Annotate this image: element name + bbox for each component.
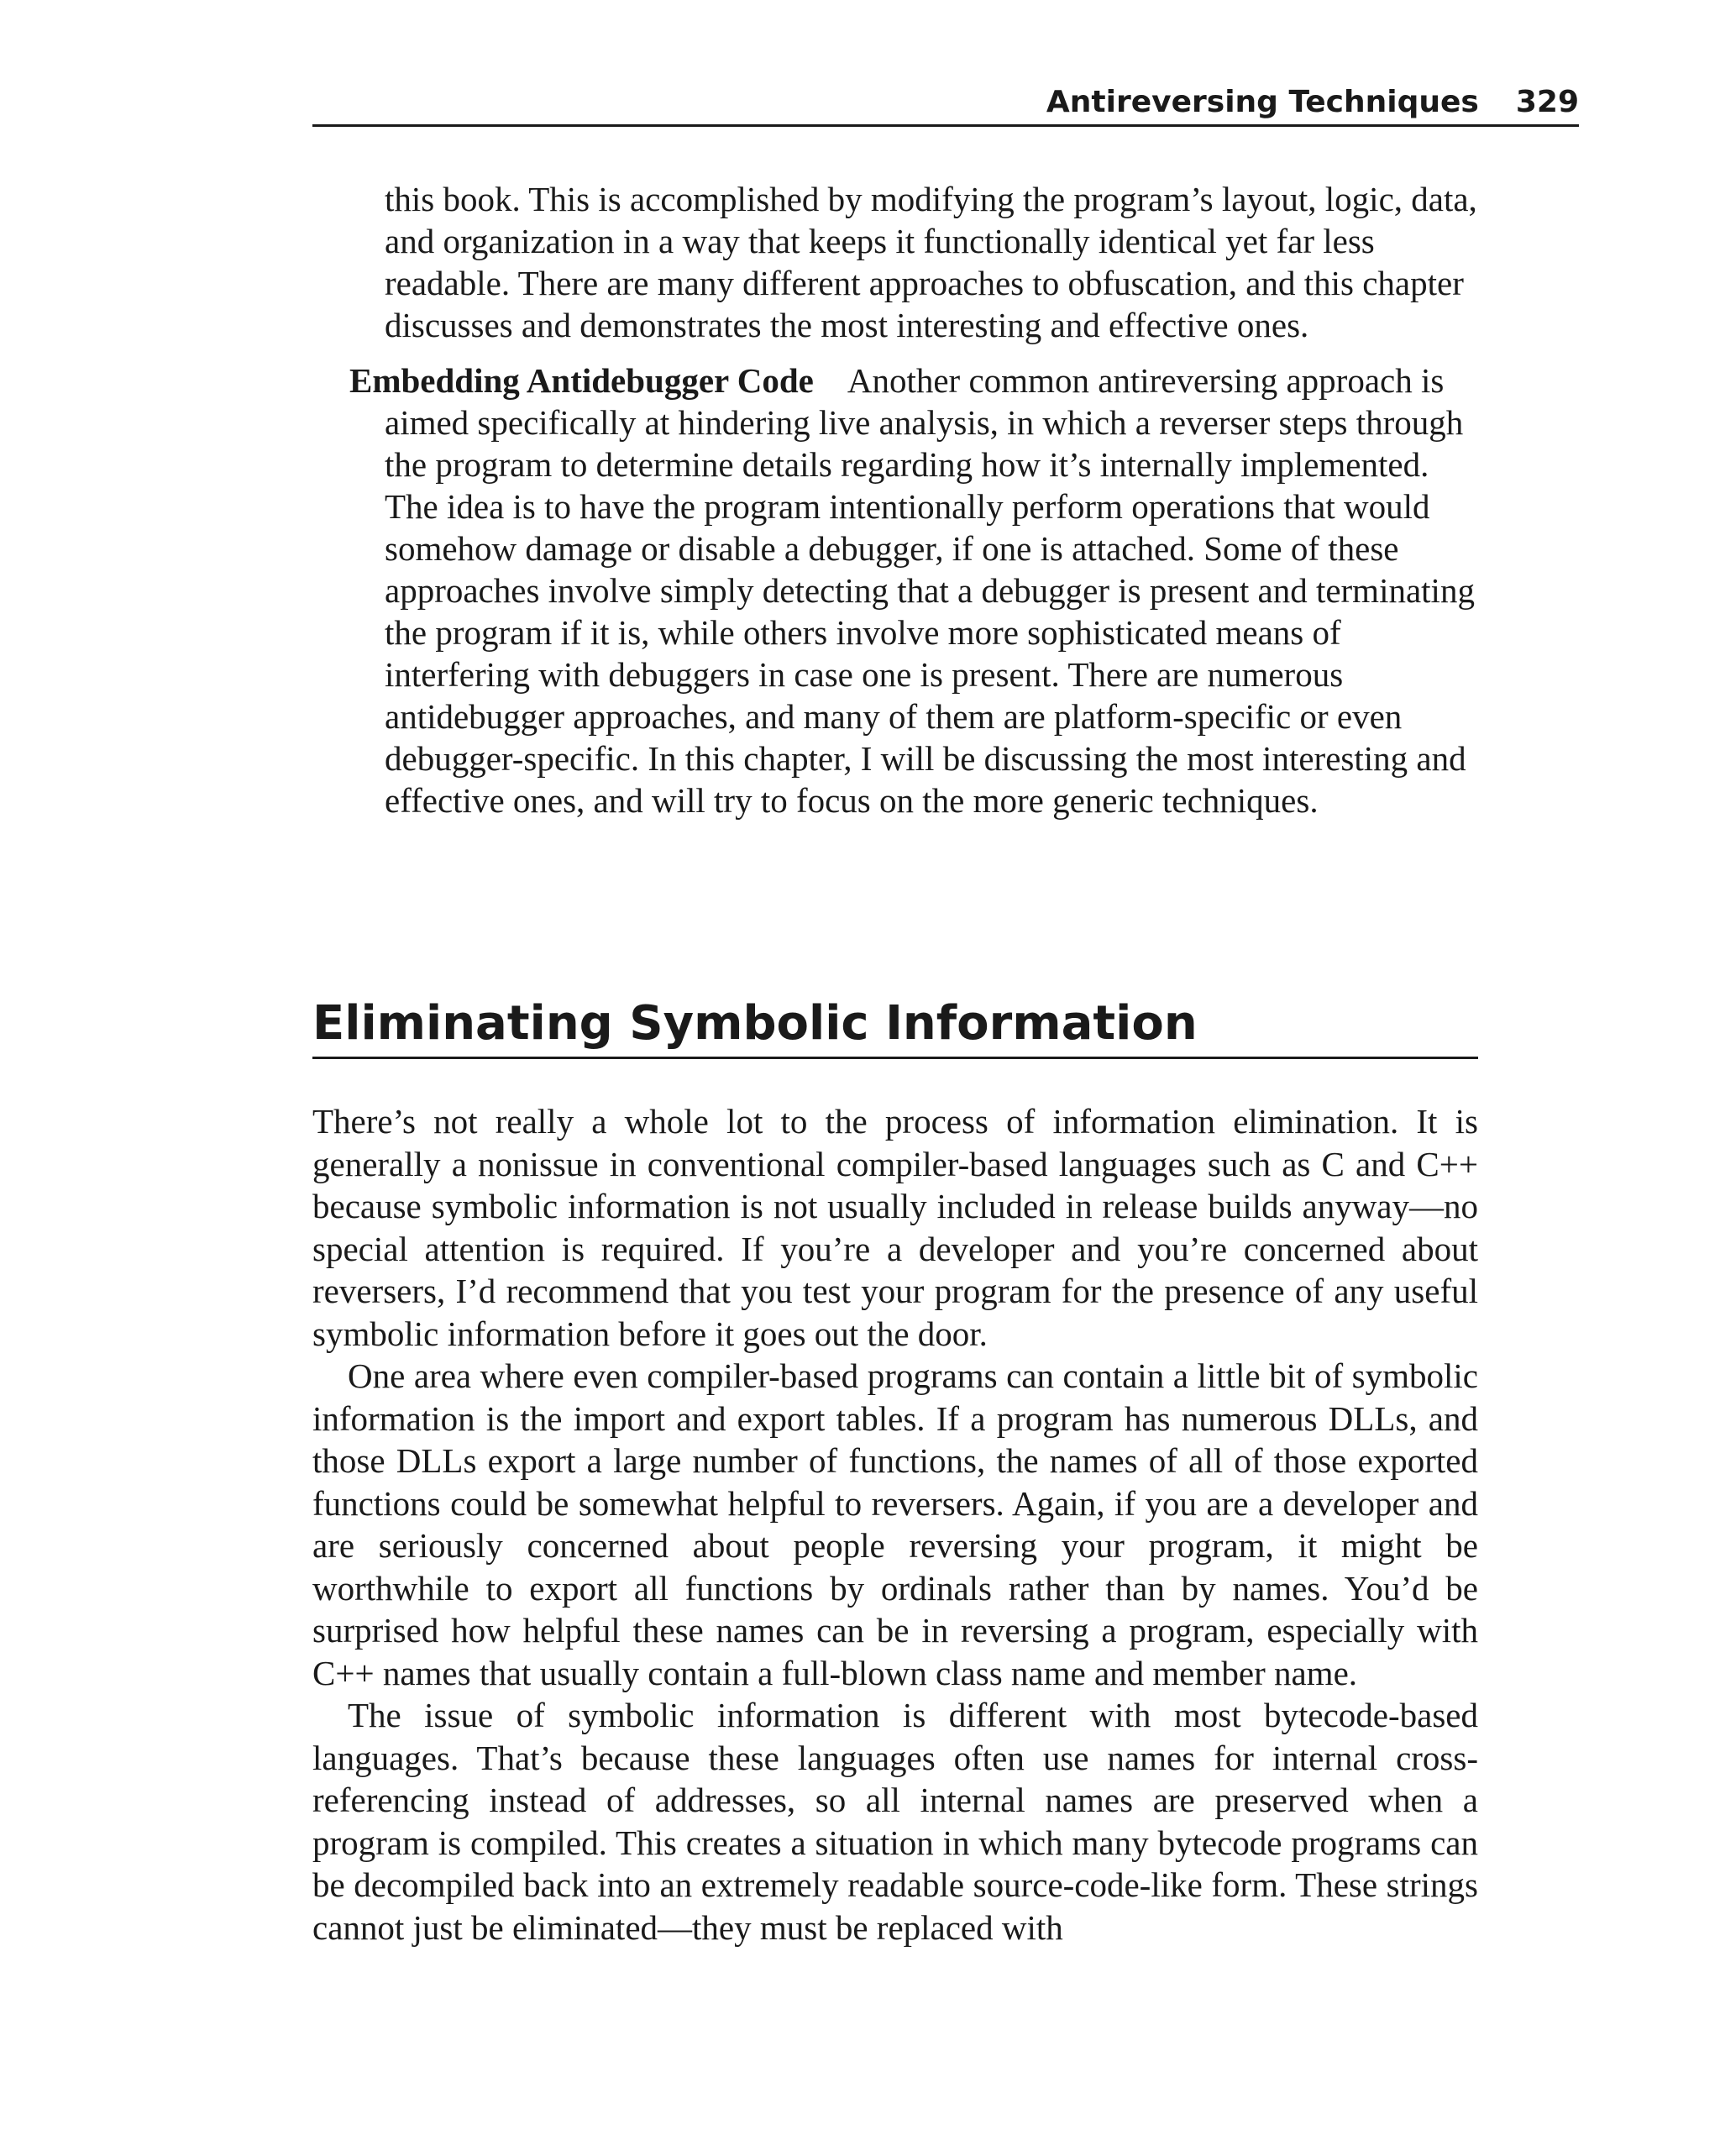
- body-paragraph-2: One area where even compiler-based programs can contain a little bit of symbolic information is the import and export tables. If a program has numerous DLLs, and those DLLs export a large number of functions, the names of all of those exported functions could be somewhat helpful to reversers. Again, if you are a developer and are seriously concerned about people reversing your program, it might be worthwhile to export all functions by ordinals rather than by names. You’d be surprised how helpful these names can be in reversing a program, especially with C++ names that usually contain a full-blown class name and member name.: [312, 1356, 1478, 1692]
- body-paragraph-3: The issue of symbolic information is different with most bytecode-based languages. That’s because these languages often use names for internal cross-referencing instead of addresses, so all internal names are preserved when a program is compiled. This creates a situation in which many bytecode programs can be decompiled back into an extremely readable source-code-like form. These strings cannot just be eliminated—they must be replaced with: [312, 1696, 1478, 1947]
- obfuscation-item-continuation: this book. This is accomplished by modifying the program’s layout, logic, data, and organization in a way that keeps it functionally identical yet far less readable. There are many different approaches to obfuscation, and this chapter discusses and demonstrates the most interesting and effective ones.: [385, 180, 1477, 344]
- antidebugger-text: Another common antireversing approach is aimed specifically at hindering live analysis, in which a reverser steps through the program to determine details regarding how it’s internally implemented. The idea is to have the program intentionally perform operations that would somehow damage or disable a debugger, if one is attached. Some of these approaches involve simply detecting that a debugger is present and terminating the program if it is, while others involve more sophisticated means of interfering with debuggers in case one is present. There are numerous antidebugger approaches, and many of them are platform-specific or even debugger-specific. In this chapter, I will be discussing the most interesting and effective ones, and will try to focus on the more generic techniques.: [385, 361, 1475, 820]
- section-heading: Eliminating Symbolic Information: [312, 991, 1478, 1059]
- definition-list: [312, 178, 1478, 835]
- section-body: [312, 1100, 1478, 1949]
- page-number: 329: [1515, 85, 1579, 119]
- chapter-title: Antireversing Techniques: [1046, 85, 1479, 119]
- body-paragraph-1: There’s not really a whole lot to the process of information elimination. It is generally a nonissue in conventional compiler-based languages such as C and C++ because symbolic information is not usually included in release builds anyway—no special attention is required. If you’re a developer and you’re concerned about reversers, I’d recommend that you test your program for the presence of any useful symbolic information before it goes out the door.: [312, 1102, 1478, 1353]
- antidebugger-item: [312, 359, 1478, 821]
- antidebugger-term: Embedding Antidebugger Code: [349, 361, 814, 400]
- running-header: [312, 81, 1579, 127]
